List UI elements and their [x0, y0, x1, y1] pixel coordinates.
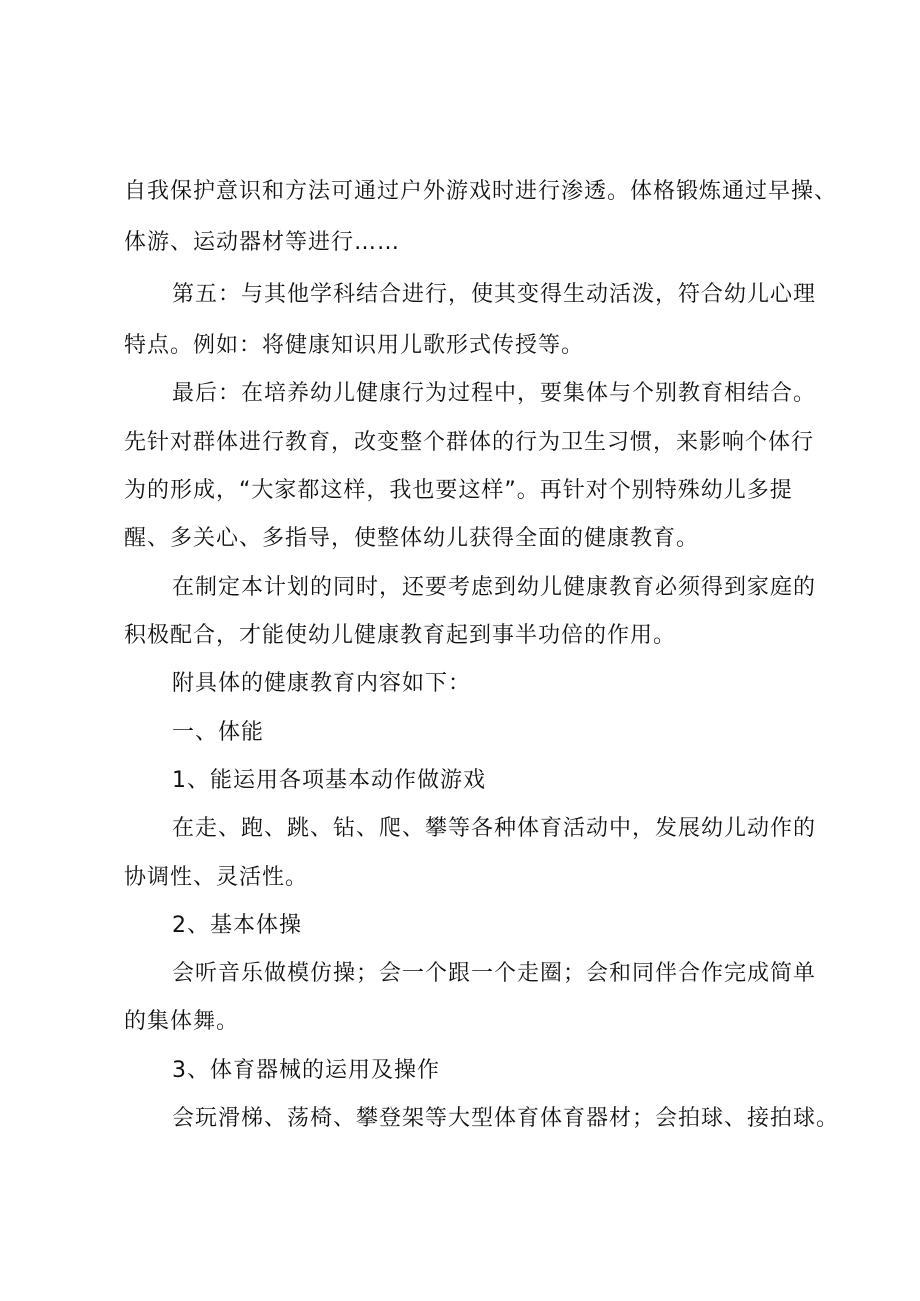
text-line: 体游、运动器材等进行…… [124, 230, 401, 255]
text-line: 醒、多关心、多指导，使整体幼儿获得全面的健康教育。 [124, 526, 700, 551]
paragraph-first-line: 第五：与其他学科结合进行，使其变得生动活泼，符合幼儿心理 [172, 282, 817, 307]
paragraph-first-line: 在走、跑、跳、钻、爬、攀等各种体育活动中，发展幼儿动作的 [172, 816, 817, 841]
paragraph-first-line: 会听音乐做模仿操；会一个跟一个走圈；会和同伴合作完成简单 [172, 961, 817, 986]
text-line: 为的形成，“大家都这样，我也要这样”。再针对个别特殊幼儿多提 [124, 478, 793, 503]
text-line: 自我保护意识和方法可通过户外游戏时进行渗透。体格锻炼通过早操、 [124, 179, 838, 204]
subsection-heading: 3、体育器械的运用及操作 [172, 1058, 440, 1083]
section-heading: 一、体能 [172, 720, 265, 745]
paragraph-first-line: 在制定本计划的同时，还要考虑到幼儿健康教育必须得到家庭的 [172, 575, 817, 600]
paragraph-first-line: 会玩滑梯、荡椅、攀登架等大型体育体育器材；会拍球、接拍球。 [172, 1106, 840, 1131]
text-line: 特点。例如：将健康知识用儿歌形式传授等。 [124, 333, 585, 358]
subsection-heading: 1、能运用各项基本动作做游戏 [172, 768, 486, 793]
text-line: 的集体舞。 [124, 1009, 240, 1034]
text-line: 积极配合，才能使幼儿健康教育起到事半功倍的作用。 [124, 623, 677, 648]
section-intro: 附具体的健康教育内容如下： [172, 671, 472, 696]
text-line: 先针对群体进行教育，改变整个群体的行为卫生习惯，来影响个体行 [124, 430, 815, 455]
text-line: 协调性、灵活性。 [124, 865, 309, 890]
subsection-heading: 2、基本体操 [172, 913, 302, 938]
paragraph-first-line: 最后：在培养幼儿健康行为过程中，要集体与个别教育相结合。 [172, 381, 817, 406]
